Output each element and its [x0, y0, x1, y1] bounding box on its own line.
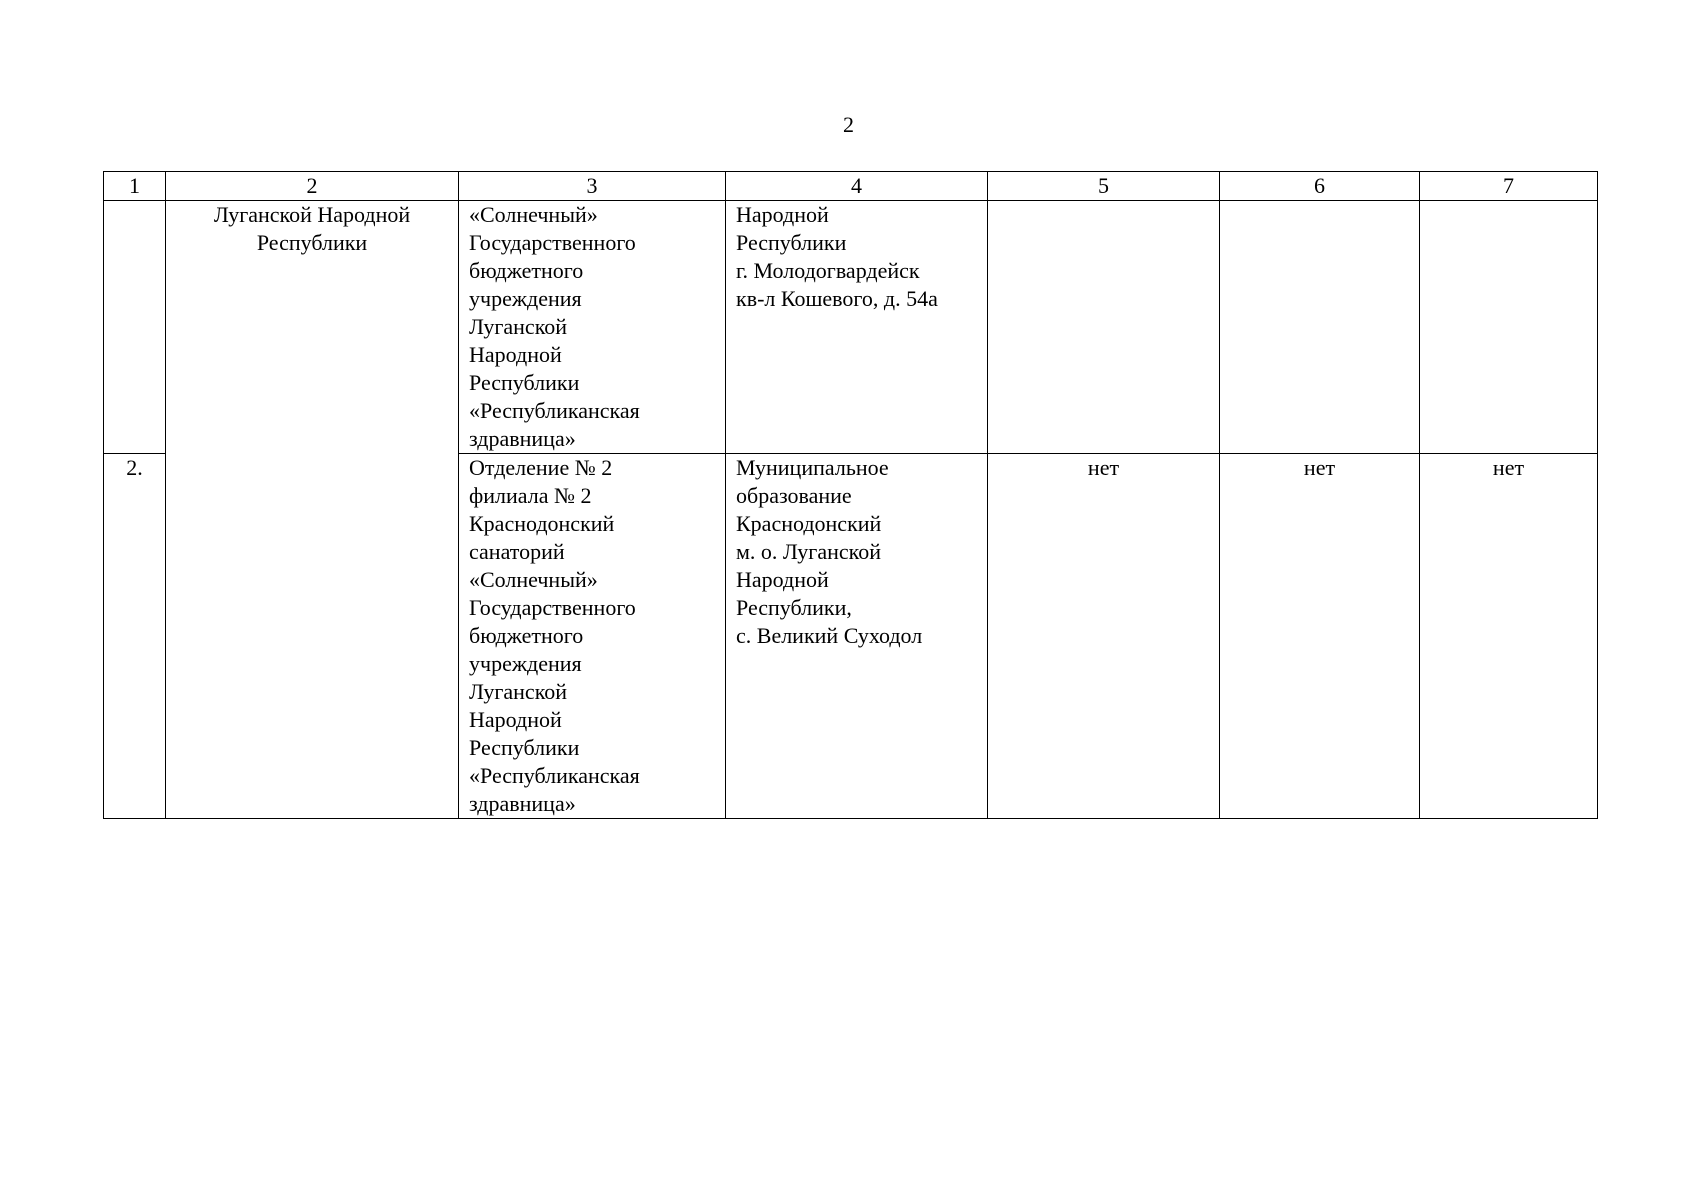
facility-cell: Отделение № 2 филиала № 2 Краснодонский санаторий «Солнечный» Государственного бюджетного учреждения Луганской Народной Республики «Республиканская здравница»: [459, 454, 726, 819]
col5-cell: [988, 201, 1220, 454]
column-header-4: 4: [726, 172, 988, 201]
address-cell: Муниципальное образование Краснодонский м. о. Луганской Народной Республики, с. Великий Суходол: [726, 454, 988, 819]
col6-cell: нет: [1220, 454, 1420, 819]
data-table: [103, 171, 1598, 819]
col7-cell: [1420, 201, 1598, 454]
row-number-cell: [104, 201, 166, 454]
column-header-5: 5: [988, 172, 1220, 201]
column-header-1: 1: [104, 172, 166, 201]
table-header-row: [104, 172, 1598, 201]
table-row: [104, 201, 1598, 454]
page-number: 2: [843, 112, 854, 137]
col7-cell: нет: [1420, 454, 1598, 819]
col6-cell: [1220, 201, 1420, 454]
name-cell: Луганской Народной Республики: [166, 201, 459, 819]
column-header-7: 7: [1420, 172, 1598, 201]
column-header-3: 3: [459, 172, 726, 201]
column-header-6: 6: [1220, 172, 1420, 201]
address-cell: Народной Республики г. Молодогвардейск кв-л Кошевого, д. 54а: [726, 201, 988, 454]
row-number-cell: 2.: [104, 454, 166, 819]
facility-cell: «Солнечный» Государственного бюджетного учреждения Луганской Народной Республики «Республиканская здравница»: [459, 201, 726, 454]
column-header-2: 2: [166, 172, 459, 201]
col5-cell: нет: [988, 454, 1220, 819]
